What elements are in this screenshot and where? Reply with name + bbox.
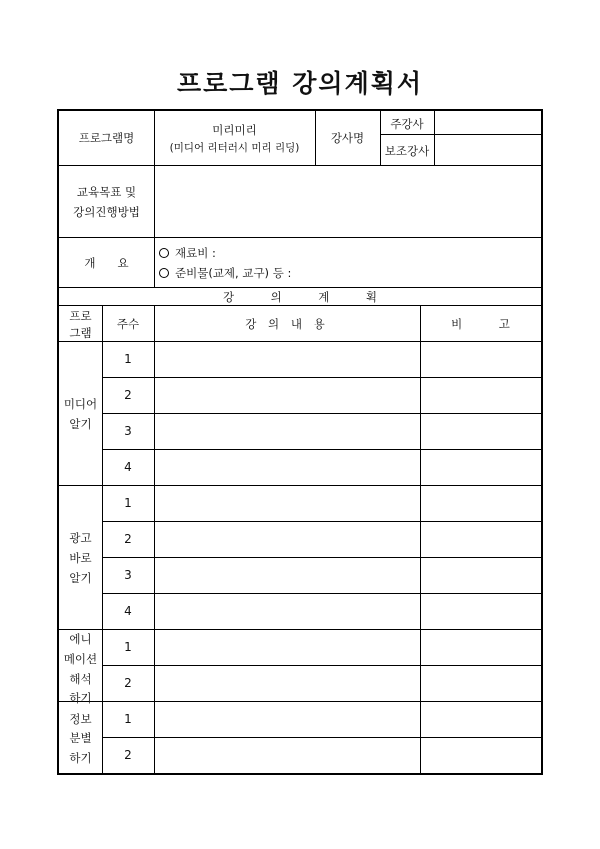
assistant-instructor-field[interactable] [435, 135, 541, 165]
week-number: 2 [124, 748, 132, 762]
rule [102, 449, 541, 450]
col-program-line2: 그램 [69, 326, 92, 340]
rule [102, 377, 541, 378]
rule [154, 305, 155, 773]
program-name-label: 프로그램명 [78, 131, 135, 145]
col-content: 강 의 내 용 [245, 317, 329, 331]
rule [102, 413, 541, 414]
circle-bullet-icon [159, 248, 169, 258]
main-instructor-field[interactable] [435, 111, 541, 134]
program-animation: 에니 [69, 632, 92, 646]
week-number: 1 [124, 496, 132, 510]
instructor-label: 강사명 [330, 131, 365, 145]
rule [59, 701, 541, 702]
goals-label-line2: 강의진행방법 [73, 205, 140, 219]
material-cost-line [159, 245, 216, 261]
page-title: 프로그램 강의계획서 [176, 69, 424, 98]
col-program-line1: 프로 [69, 309, 92, 323]
rule [420, 305, 421, 773]
week-number: 4 [124, 604, 132, 618]
program-media: 알기 [69, 417, 92, 431]
rule [102, 665, 541, 666]
week-number: 1 [124, 640, 132, 654]
program-ads: 광고 [69, 531, 92, 545]
week-number: 4 [124, 460, 132, 474]
week-number: 2 [124, 388, 132, 402]
program-name-subtitle: (미디어 리터러시 미리 리딩) [169, 142, 300, 154]
rule [102, 557, 541, 558]
program-animation: 해석 [69, 672, 92, 686]
goals-label-line1: 교육목표 및 [76, 185, 137, 199]
program-ads: 알기 [69, 571, 92, 585]
rule [59, 485, 541, 486]
rule [59, 341, 541, 342]
program-info: 분별 [69, 731, 92, 745]
rule [102, 593, 541, 594]
plan-header: 강 의 계 획 [222, 290, 378, 304]
material-cost-text: 재료비 : [175, 246, 216, 260]
program-info: 정보 [69, 712, 92, 726]
supplies-text: 준비물(교제, 교구) 등 : [175, 266, 292, 280]
supplies-line [159, 265, 291, 281]
assistant-instructor-label: 보조강사 [384, 144, 430, 158]
lecture-plan-table [57, 109, 543, 775]
program-name-value: 미리미리 [212, 123, 257, 137]
rule [59, 629, 541, 630]
rule [59, 305, 541, 306]
col-remarks: 비 고 [451, 317, 510, 331]
rule [59, 237, 541, 238]
rule [102, 521, 541, 522]
week-number: 2 [124, 676, 132, 690]
program-media: 미디어 [63, 397, 98, 411]
program-animation: 하기 [69, 691, 92, 705]
program-ads: 바로 [69, 551, 92, 565]
overview-label: 개 요 [84, 256, 129, 270]
main-instructor-label: 주강사 [390, 117, 424, 131]
week-number: 1 [124, 352, 132, 366]
goals-field[interactable] [155, 166, 541, 237]
week-number: 2 [124, 532, 132, 546]
rule [102, 737, 541, 738]
week-number: 3 [124, 568, 132, 582]
week-number: 3 [124, 424, 132, 438]
program-info: 하기 [69, 751, 92, 765]
circle-bullet-icon [159, 268, 169, 278]
week-number: 1 [124, 712, 132, 726]
program-animation: 메이션 [63, 652, 98, 666]
col-week: 주수 [116, 317, 140, 331]
rule [59, 287, 541, 288]
